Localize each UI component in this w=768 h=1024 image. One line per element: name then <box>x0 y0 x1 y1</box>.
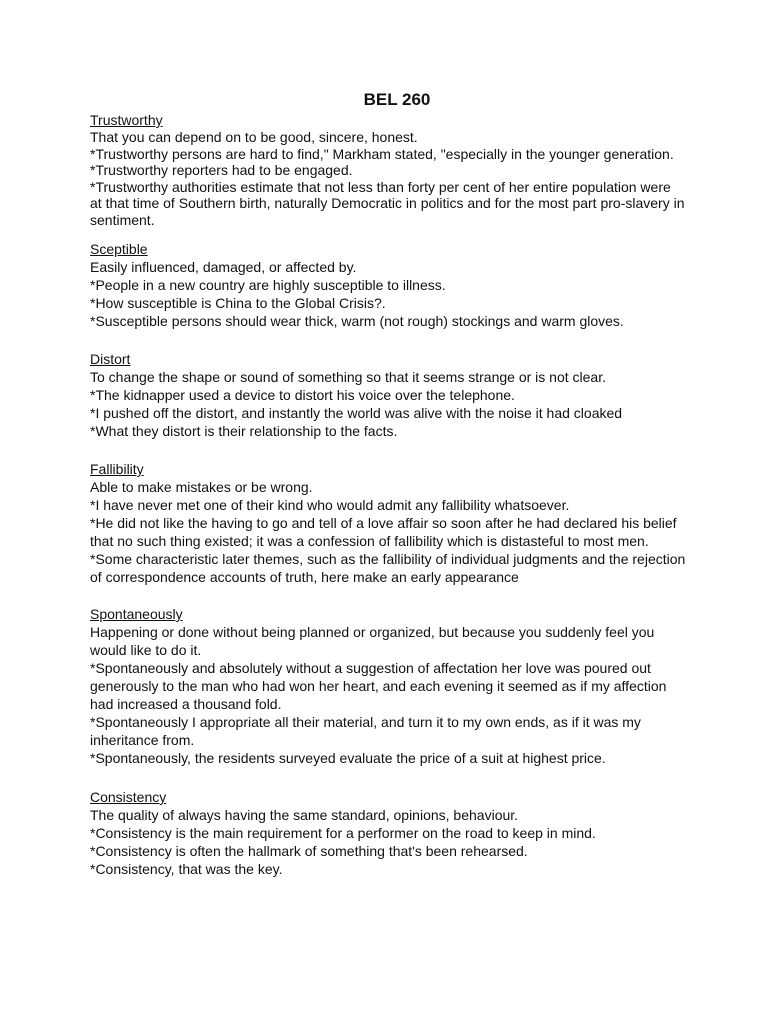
section-distort <box>90 351 690 440</box>
definition-line: To change the shape or sound of something so that it seems strange or is not clear. <box>90 369 606 385</box>
example-line: *Some characteristic later themes, such as the fallibility of individual judgments and the rejection <box>90 551 686 567</box>
example-line: had increased a thousand fold. <box>90 696 282 712</box>
section-heading: Trustworthy <box>90 112 163 128</box>
example-line: *How susceptible is China to the Global Crisis?. <box>90 295 386 311</box>
definition-line: Able to make mistakes or be wrong. <box>90 479 313 495</box>
definition-line: Happening or done without being planned or organized, but because you suddenly feel you <box>90 624 655 640</box>
example-line: generously to the man who had won her heart, and each evening it seemed as if my affection <box>90 678 667 694</box>
example-line: *The kidnapper used a device to distort his voice over the telephone. <box>90 387 515 403</box>
section-fallibility <box>90 461 690 586</box>
section-trustworthy <box>90 112 690 228</box>
definition-line: That you can depend on to be good, sincere, honest. <box>90 129 418 145</box>
section-heading: Spontaneously <box>90 606 183 622</box>
definition-line: would like to do it. <box>90 642 202 658</box>
example-line: at that time of Southern birth, naturally Democratic in politics and for the most part pro-slavery in <box>90 195 685 211</box>
example-line: *He did not like the having to go and tell of a love affair so soon after he had declared his belief <box>90 515 677 531</box>
example-line: *I have never met one of their kind who would admit any fallibility whatsoever. <box>90 497 570 513</box>
example-line: *Susceptible persons should wear thick, warm (not rough) stockings and warm gloves. <box>90 313 624 329</box>
example-line: *Spontaneously I appropriate all their material, and turn it to my own ends, as if it was my <box>90 714 641 730</box>
definition-line: The quality of always having the same standard, opinions, behaviour. <box>90 807 519 823</box>
definition-line: Easily influenced, damaged, or affected by. <box>90 259 357 275</box>
section-consistency <box>90 789 690 878</box>
section-heading: Consistency <box>90 789 167 805</box>
example-line: *Spontaneously and absolutely without a suggestion of affectation her love was poured out <box>90 660 651 676</box>
example-line: *Consistency is the main requirement for a performer on the road to keep in mind. <box>90 825 596 841</box>
section-sceptible <box>90 241 690 330</box>
document-title: BEL 260 <box>363 90 431 109</box>
example-line: *People in a new country are highly susceptible to illness. <box>90 277 446 293</box>
example-line: that no such thing existed; it was a confession of fallibility which is distasteful to most men. <box>90 533 649 549</box>
example-line: of correspondence accounts of truth, here make an early appearance <box>90 569 519 585</box>
section-spontaneously <box>90 606 690 767</box>
example-line: inheritance from. <box>90 732 195 748</box>
example-line: *Trustworthy authorities estimate that not less than forty per cent of her entire population were <box>90 178 671 195</box>
section-heading: Sceptible <box>90 241 148 257</box>
section-heading: Fallibility <box>90 461 144 477</box>
example-line: *Spontaneously, the residents surveyed evaluate the price of a suit at highest price. <box>90 750 606 766</box>
example-line: *Consistency, that was the key. <box>90 861 283 877</box>
example-line: *I pushed off the distort, and instantly the world was alive with the noise it had cloaked <box>90 405 623 421</box>
example-line: *What they distort is their relationship to the facts. <box>90 423 398 439</box>
section-heading: Distort <box>90 351 131 367</box>
example-line: *Trustworthy persons are hard to find," Markham stated, "especially in the younger generation. <box>90 145 674 162</box>
example-line: *Consistency is often the hallmark of something that's been rehearsed. <box>90 843 528 859</box>
example-line: sentiment. <box>90 211 155 228</box>
example-line: *Trustworthy reporters had to be engaged. <box>90 162 353 178</box>
